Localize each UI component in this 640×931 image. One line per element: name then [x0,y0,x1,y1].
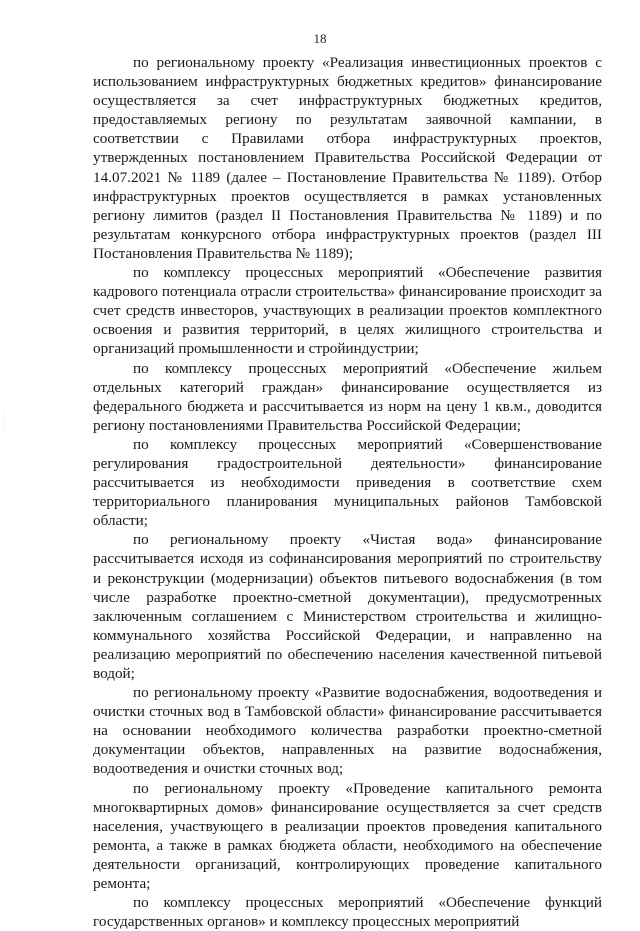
margin-stamp: ·· ··· ·· ···· [3,411,8,436]
paragraph-personnel-potential: по комплексу процессных мероприятий «Обеспечение развития кадрового потенциала отрасли строительства» финансирование происходит за счет средств инвесторов, участвующих в реализации проектов комплектного освоения и развития территорий, в целях жилищного строительства и организаций промышленности и стройиндустрии; [93,264,602,358]
paragraph-water-supply: по региональному проекту «Развитие водоснабжения, водоотведения и очистки сточных вод в Тамбовской области» финансирование рассчитывается на основании необходимого количества разработки проектно-сметной документации объектов, направленных на развитие водоснабжения, водоотведения и очистки сточных вод; [93,684,602,778]
paragraph-state-bodies: по комплексу процессных мероприятий «Обеспечение функций государственных органов» и комплексу процессных мероприятий [93,894,602,931]
paragraph-infrastructure-credits: по региональному проекту «Реализация инвестиционных проектов с использованием инфраструктурных бюджетных кредитов» финансирование осуществляется за счет инфраструктурных бюджетных кредитов, предоставляемых региону по результатам заявочной кампании, в соответствии с Правилами отбора инфраструктурных проектов, утвержденных постановлением Правительства Российской Федерации от 14.07.2021 № 1189 (далее – Постановление Правительства № 1189). Отбор инфраструктурных проектов осуществляется в рамках установленных региону лимитов (раздел II Постановления Правительства № 1189) и по результатам конкурсного отбора инфраструктурных проектов (раздел III Постановления Правительства № 1189); [93,54,602,262]
document-body [93,53,602,931]
paragraph-clean-water: по региональному проекту «Чистая вода» финансирование рассчитывается исходя из софинансирования мероприятий по строительству и реконструкции (модернизации) объектов питьевого водоснабжения (в том числе разработке проектно-сметной документации), предусмотренных заключенным соглашением с Министерством строительства и жилищно-коммунального хозяйства Российской Федерации, и направленно на реализацию мероприятий по обеспечению населения качественной питьевой водой; [93,531,602,682]
paragraph-urban-planning: по комплексу процессных мероприятий «Совершенствование регулирования градостроительной деятельности» финансирование рассчитывается из необходимости приведения в соответствие схем территориального планирования муниципальных районов Тамбовской области; [93,435,602,530]
paragraph-capital-repair: по региональному проекту «Проведение капитального ремонта многоквартирных домов» финансирование осуществляется за счет средств населения, участвующего в реализации проектов проведения капитального ремонта, а также в рамках бюджета области, необходимого на обеспечение деятельности организаций, контролирующих проведение капитального ремонта; [93,779,602,893]
page-number: 18 [313,31,327,46]
paragraph-housing-categories: по комплексу процессных мероприятий «Обеспечение жильем отдельных категорий граждан» финансирование осуществляется из федерального бюджета и рассчитывается из норм на цену 1 кв.м., доводится региону постановлениями Правительства Российской Федерации; [93,359,602,434]
